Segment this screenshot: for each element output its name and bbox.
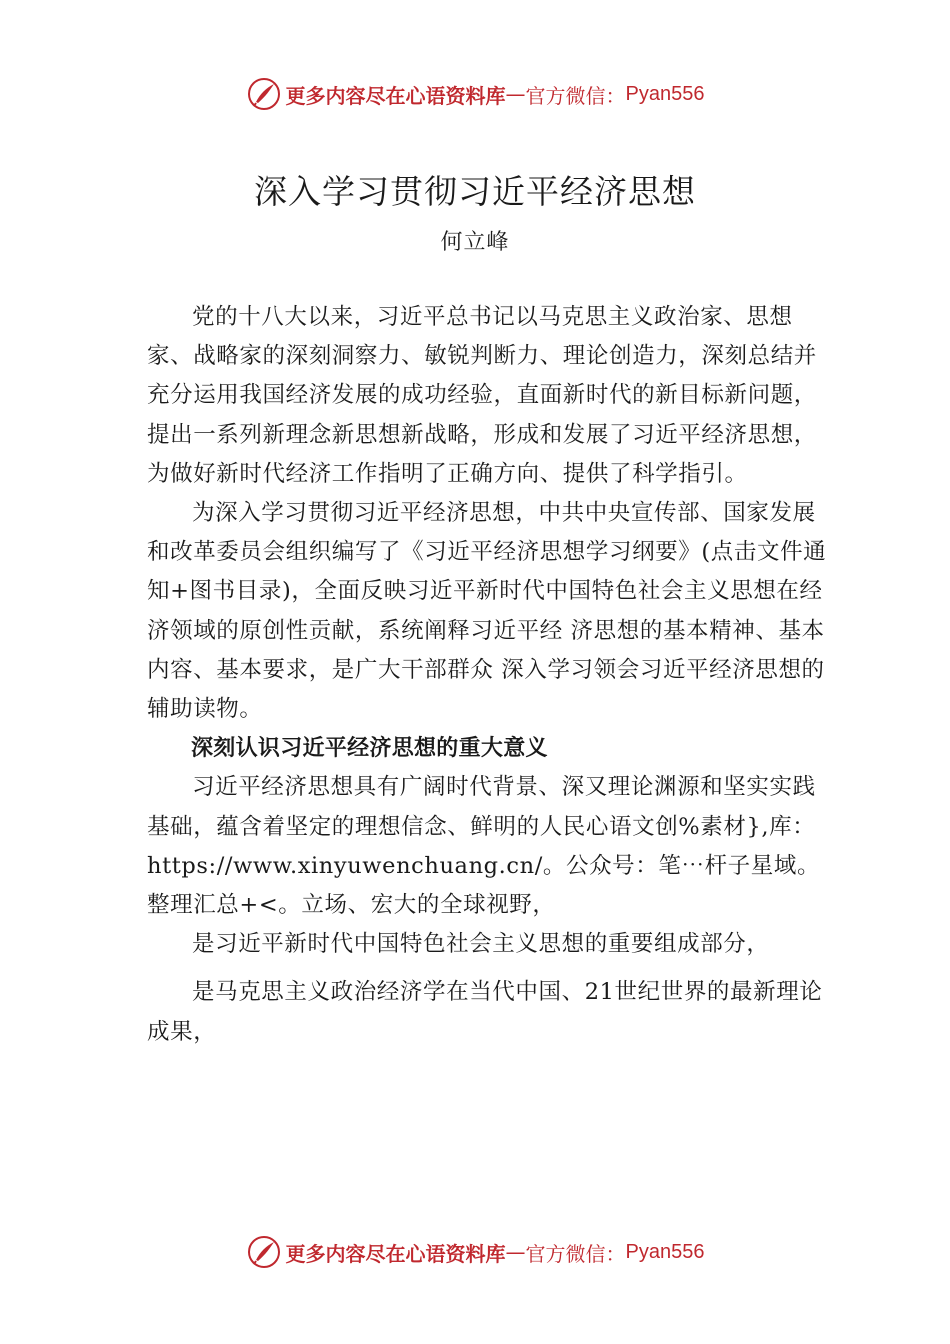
watermark-wechat-id: Pyan556 <box>625 82 705 105</box>
paragraph: 习近平经济思想具有广阔时代背景、深⼜理论渊源和坚实实践基础，蕴含着坚定的理想信念、鲜明的人民心语文创%素材},库：https://www.xinyuwenchuang.cn/。公众号：笔⋯杆子星域。整理汇总+<。立场、宏大的全球视野， <box>147 774 821 919</box>
document-title: 深入学习贯彻习近平经济思想 <box>254 172 696 211</box>
watermark-label: 官方微信： <box>525 83 626 108</box>
watermark-wechat-id: Pyan556 <box>625 1240 705 1263</box>
watermark-label: 官方微信： <box>525 1241 626 1266</box>
watermark-banner-top <box>0 74 950 114</box>
watermark-dash: — <box>505 82 526 106</box>
watermark-dash: — <box>505 1240 526 1264</box>
watermark-lead: 更多内容尽在心语资料库 <box>285 83 506 108</box>
watermark-banner-bottom <box>0 1232 950 1272</box>
paragraph: 是习近平新时代中国特色社会主义思想的重要组成部分， <box>192 931 770 958</box>
document-author: 何立峰 <box>440 230 510 255</box>
paragraph: 党的十八大以来，习近平总书记以马克思主义政治家、思想家、战略家的深刻洞察力、敏锐判断力、理论创造力，深刻总结并充分运用我国经济发展的成功经验，直面新时代的新目标新问题，提出一系列新理念新思想新战略，形成和发展了习近平经济思想，为做好新时代经济工作指明了正确方向、提供了科学指引。 <box>147 304 817 487</box>
section-heading: 深刻认识习近平经济思想的重大意义 <box>191 736 548 762</box>
watermark-lead: 更多内容尽在心语资料库 <box>285 1241 506 1266</box>
quill-circle-icon <box>246 76 282 112</box>
paragraph: 是马克思主义政治经济学在当代中国、21世纪世界的最新理论成果， <box>147 979 823 1045</box>
document-body <box>147 298 837 1052</box>
paragraph: 为深入学习贯彻习近平经济思想，中共中央宣传部、国家发展和改革委员会组织编写了《习近平经济思想学习纲要》(点击文件通知+图书目录)，全面反映习近平新时代中国特色社会主义思想在经济领域的原创性贡献，系统阐释习近平经 济思想的基本精神、基本内容、基本要求，是广大干部群众 深入学习领会习近平经济思想的辅助读物。 <box>147 500 827 723</box>
quill-circle-icon <box>246 1234 282 1270</box>
